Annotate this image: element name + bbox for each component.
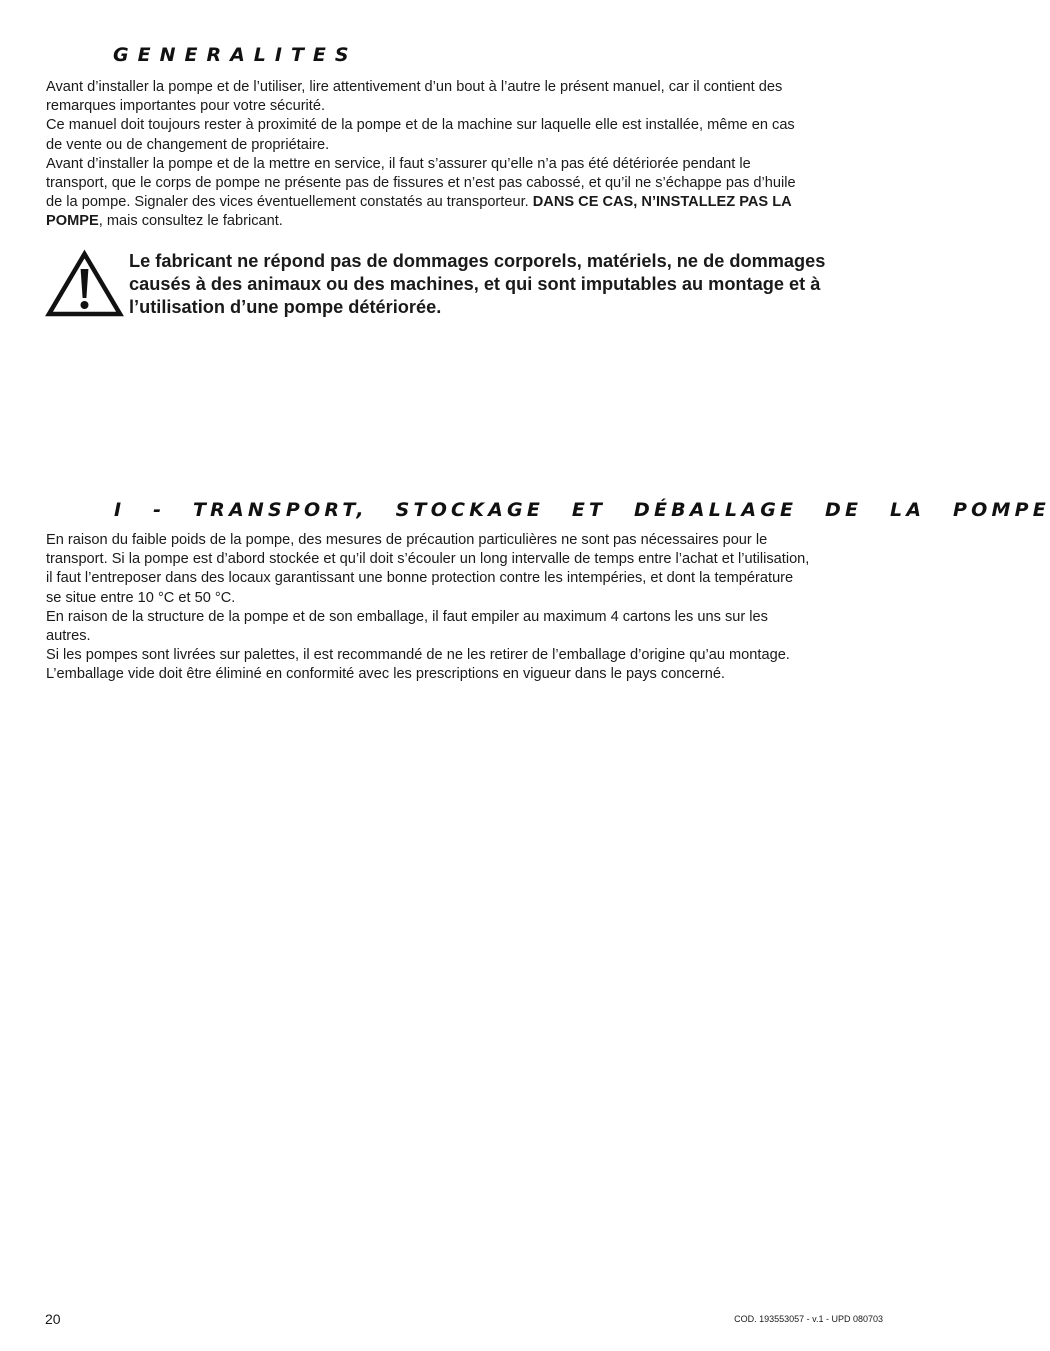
generalites-paragraph [46, 78, 892, 232]
text-line: Avant d’installer la pompe et de la mettre en service, il faut s’assurer qu’elle n’a pas été détériorée pendant le [46, 155, 751, 172]
text-line: il faut l’entreposer dans des locaux garantissant une bonne protection contre les intempéries, et dont la température [46, 570, 794, 587]
text-line: En raison du faible poids de la pompe, des mesures de précaution particulières ne sont pas nécessaires pour le [46, 532, 768, 548]
text-line: transport, que le corps de pompe ne présente pas de fissures et n’est pas cabossé, et qu’il ne s’échappe pas d’huile [46, 175, 796, 192]
bold-warning-text: POMPE [46, 213, 99, 230]
text-line: de la pompe. Signaler des vices éventuellement constatés au transporteur. [46, 194, 533, 211]
transport-paragraph [46, 531, 892, 685]
text-line: Si les pompes sont livrées sur palettes, il est recommandé de ne les retirer de l’emballage d’origine qu’au montage. [46, 647, 790, 664]
document-code: COD. 193553057 - v.1 - UPD 080703 [734, 1314, 883, 1324]
section-heading-transport: I - TRANSPORT, STOCKAGE ET DÉBALLAGE DE LA POMPE [114, 499, 1050, 521]
text-line: En raison de la structure de la pompe et de son emballage, il faut empiler au maximum 4 cartons les uns sur les [46, 608, 768, 625]
text-line: Avant d’installer la pompe et de l’utiliser, lire attentivement d’un bout à l’autre le présent manuel, car il contient des [46, 79, 783, 95]
text-line: de vente ou de changement de propriétaire. [46, 136, 330, 153]
text-line: , mais consultez le fabricant. [98, 213, 283, 230]
text-line: remarques importantes pour votre sécurité. [46, 98, 326, 115]
warning-triangle-icon [45, 250, 124, 318]
text-line: transport. Si la pompe est d’abord stockée et qu’il doit s’écouler un long intervalle de temps entre l’achat et l’utilisation, [46, 551, 810, 568]
section-heading-generalites: GENERALITES [113, 44, 358, 66]
warning-text: Le fabricant ne répond pas de dommages corporels, matériels, ne de dommages causés à des animaux ou des machines, et qui sont imputables au montage et à l’utilisation d’une pompe détériorée. [129, 251, 826, 317]
page-number: 20 [45, 1311, 61, 1327]
text-line: se situe entre 10 °C et 50 °C. [46, 589, 236, 606]
text-line: L’emballage vide doit être éliminé en conformité avec les prescriptions en vigueur dans le pays concerné. [46, 666, 725, 683]
text-line: Ce manuel doit toujours rester à proximité de la pompe et de la machine sur laquelle elle est installée, même en cas [46, 117, 795, 134]
bold-warning-text: DANS CE CAS, N’INSTALLEZ PAS LA [532, 194, 792, 211]
text-line: autres. [46, 628, 91, 645]
